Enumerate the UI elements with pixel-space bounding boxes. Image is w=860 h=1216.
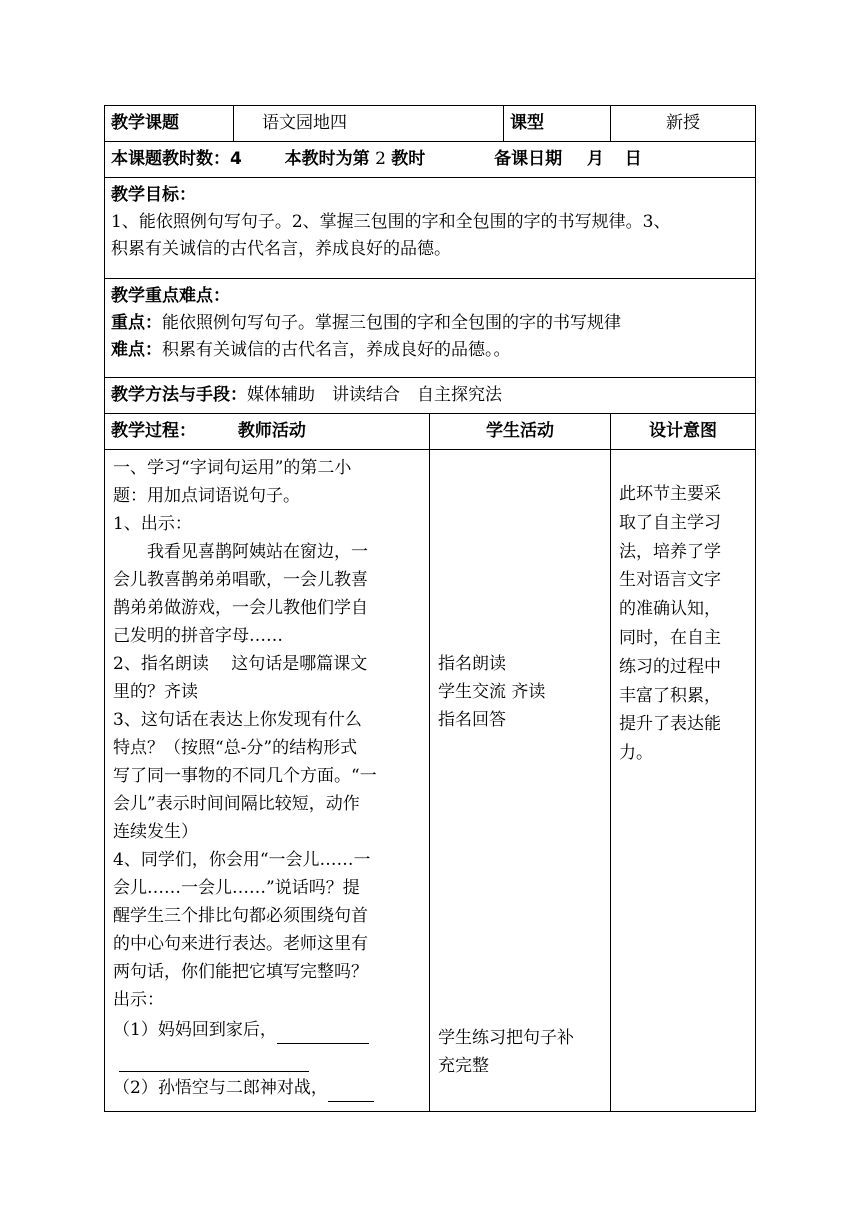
fill-blank-line	[277, 1021, 369, 1044]
teacher-line: 2、指名朗读 这句话是哪篇课文	[113, 654, 368, 674]
objectives-line-2: 积累有关诚信的古代名言，养成良好的品德。	[111, 239, 451, 259]
focus-label: 重点：	[111, 313, 162, 333]
teacher-activity-label: 教师活动	[237, 421, 306, 441]
fill-blank-line	[119, 1047, 309, 1072]
intent-line: 练习的过程中	[619, 656, 721, 677]
methods-label: 教学方法与手段：	[111, 385, 247, 405]
process-body-row	[105, 450, 756, 1112]
prep-date-day: 日	[624, 149, 642, 169]
process-header-cell	[105, 414, 430, 450]
student-line: 指名回答	[438, 710, 506, 730]
intent-line: 生对语言文字	[619, 570, 721, 591]
fill-blank-row	[113, 1044, 421, 1074]
hours-row	[105, 142, 756, 178]
fill-item-2-text: （2）孙悟空与二郎神对战，	[113, 1078, 328, 1098]
hours-cell	[105, 142, 756, 178]
methods-value: 媒体辅助 讲读结合 自主探究法	[247, 385, 502, 405]
student-line: 学生交流 齐读	[438, 682, 546, 702]
student-activity-cell	[430, 450, 611, 1112]
fill-item-1	[113, 1016, 421, 1044]
topic-value-text: 语文园地四	[262, 113, 347, 133]
student-line: 充完整	[438, 1056, 489, 1076]
student-line: 学生练习把句子补	[438, 1028, 574, 1048]
teacher-line: 4、同学们，你会用“一会儿……一	[113, 850, 371, 870]
teacher-line: 醒学生三个排比句都必须围绕句首	[113, 906, 368, 926]
current-hour-number: 2	[375, 149, 386, 169]
intent-line: 提升了表达能	[619, 714, 721, 735]
intent-line: 丰富了积累，	[619, 685, 721, 706]
difficulty-line	[111, 337, 749, 364]
teacher-line: 特点？（按照“总-分”的结构形式	[113, 738, 358, 758]
design-intent-text	[619, 480, 721, 768]
current-hour-label: 本教时为第	[284, 149, 370, 169]
key-points-cell	[105, 279, 756, 378]
student-block-2	[438, 1024, 574, 1080]
objectives-cell	[105, 178, 756, 279]
focus-line	[111, 310, 749, 337]
teacher-line: 一、学习“字词句运用”的第二小	[113, 458, 352, 478]
topic-row	[105, 106, 756, 142]
teacher-line: 题：用加点词语说句子。	[113, 486, 300, 506]
lesson-plan-sheet	[104, 105, 755, 1112]
fill-blank-line	[328, 1079, 374, 1102]
methods-row	[105, 378, 756, 414]
design-intent-cell	[611, 450, 756, 1112]
intent-line: 法，培养了学	[619, 541, 721, 562]
process-label: 教学过程：	[111, 421, 196, 441]
objectives-line-1: 1、能依照例句写句子。2、掌握三包围的字和全包围的字的书写规律。3、	[111, 212, 671, 232]
prep-date-month: 月	[586, 149, 604, 169]
type-value: 新授	[611, 106, 756, 142]
student-block-1	[438, 650, 545, 734]
prep-date-label: 备课日期	[494, 149, 563, 169]
key-points-label: 教学重点难点：	[111, 286, 230, 306]
topic-value	[234, 106, 504, 142]
teacher-line: 写了同一事物的不同几个方面。“一	[113, 766, 377, 786]
design-intent-label: 设计意图	[611, 414, 756, 450]
methods-cell	[105, 378, 756, 414]
objectives-label: 教学目标：	[111, 185, 196, 205]
intent-line: 的准确认知，	[619, 599, 721, 620]
difficulty-text: 积累有关诚信的古代名言，养成良好的品德。。	[162, 340, 511, 360]
topic-label: 教学课题	[105, 106, 234, 142]
teacher-activity-text	[113, 454, 421, 1102]
total-hours-label: 本课题教时数：4	[111, 149, 242, 169]
teacher-line: 会儿教喜鹊弟弟唱歌，一会儿教喜	[113, 570, 368, 590]
intent-line: 力。	[619, 743, 653, 764]
fill-item-1-text: （1）妈妈回到家后，	[113, 1020, 277, 1040]
teacher-line: 的中心句来进行表达。老师这里有	[113, 934, 368, 954]
teacher-line: 己发明的拼音字母……	[113, 626, 283, 646]
intent-line: 同时，在自主	[619, 627, 721, 648]
objectives-row	[105, 178, 756, 279]
focus-text: 能依照例句写句子。掌握三包围的字和全包围的字的书写规律	[162, 313, 621, 333]
teacher-line: 1、出示：	[113, 514, 192, 534]
teacher-line: 会儿”表示时间间隔比较短，动作	[113, 794, 360, 814]
teacher-line: 里的？齐读	[113, 682, 198, 702]
process-header-row	[105, 414, 756, 450]
student-activity-label: 学生活动	[430, 414, 611, 450]
type-label: 课型	[504, 106, 611, 142]
intent-line: 此环节主要采	[619, 484, 721, 504]
teacher-line: 鹊弟弟做游戏，一会儿教他们学自	[113, 598, 368, 618]
key-points-row	[105, 279, 756, 378]
difficulty-label: 难点：	[111, 340, 162, 360]
teacher-line: 3、这句话在表达上你发现有什么	[113, 710, 362, 730]
teacher-line: 连续发生）	[113, 822, 198, 842]
current-hour-suffix: 教时	[391, 149, 426, 169]
lesson-plan-table	[104, 105, 756, 1112]
teacher-line: 两句话，你们能把它填写完整吗？	[113, 962, 368, 982]
teacher-activity-cell	[105, 450, 430, 1112]
student-line: 指名朗读	[438, 654, 506, 674]
fill-item-2	[113, 1074, 421, 1102]
teacher-line: 我看见喜鹊阿姨站在窗边，一	[113, 542, 368, 562]
intent-line: 取了自主学习	[619, 512, 721, 533]
teacher-line: 出示：	[113, 990, 164, 1010]
teacher-line: 会儿……一会儿……”说话吗？提	[113, 878, 360, 898]
